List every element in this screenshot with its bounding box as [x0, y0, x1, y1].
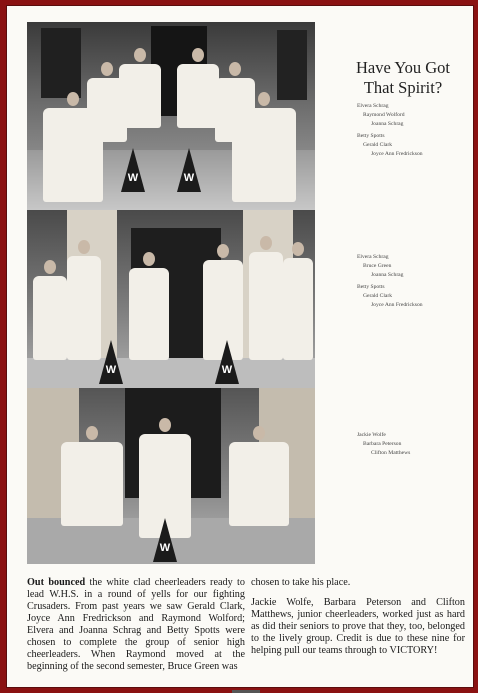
- photo-2-caption: Elvera Schrag Bruce Green Joanna Schrag Betty Spotts Gerald Clark Joyce Ann Fredrickson: [357, 254, 423, 308]
- article-column-1: Out bounced the white clad cheerleaders ready to lead W.H.S. in a round of yells for our fighting Crusaders. From past years we saw Gerald Clark, Joyce Ann Fredrickson and Raymond Wolford; Elvera and Joanna Schrag and Betty Spotts were chosen to complete the group of senior high cheerleaders. When Raymond moved at the beginning of the second semester, Bruce Green was: [27, 577, 245, 672]
- page-title: Have You Got That Spirit?: [356, 58, 450, 97]
- photo-1-caption: Elvera Schrag Raymond Wolford Joanna Schrag Betty Spotts Gerald Clark Joyce Ann Fredrickson: [357, 103, 423, 157]
- megaphone-icon: W: [99, 340, 123, 384]
- megaphone-icon: W: [153, 518, 177, 562]
- megaphone-icon: W: [177, 148, 201, 192]
- megaphone-icon: W: [121, 148, 145, 192]
- lead-in: Out bounced: [27, 577, 86, 588]
- photo-3-caption: Jackie Wolfe Barbara Peterson Clifton Matthews: [357, 432, 411, 456]
- article-column-2: chosen to take his place. Jackie Wolfe, Barbara Peterson and Clifton Matthews, junior cheerleaders, worked just as hard as did their seniors to prove that they, too, belonged to the lively group. Credit is due to these nine for helping pull our teams through to VICTORY!: [251, 577, 465, 656]
- cheerleader-photo-2: [27, 210, 315, 388]
- cheerleader-photo-3: [27, 388, 315, 564]
- yearbook-page: [6, 5, 474, 688]
- megaphone-icon: W: [215, 340, 239, 384]
- cheerleader-photo-1: [27, 22, 315, 210]
